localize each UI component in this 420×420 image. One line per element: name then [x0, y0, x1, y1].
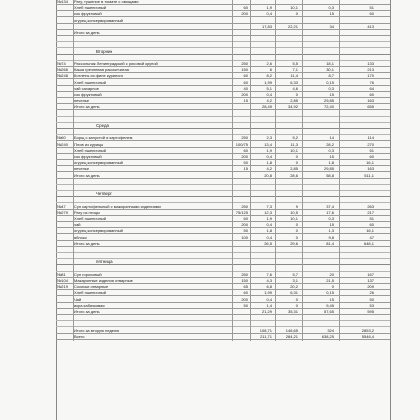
dish-name-cell: яблоко	[74, 234, 87, 240]
carbs-cell: 0	[331, 284, 334, 290]
energy-cell: 511,1	[364, 172, 374, 178]
fat-cell: 11,3	[290, 141, 298, 147]
recipe-code-cell: №266	[57, 67, 68, 73]
dish-name-cell: Суп картофельный с макаронными изделиями	[74, 203, 161, 209]
carbs-cell: 14	[329, 135, 334, 141]
column-divider	[250, 0, 251, 341]
day-title: Вторник	[96, 48, 113, 54]
portion-cell: 200	[241, 296, 248, 302]
protein-cell: 6	[269, 67, 272, 73]
carbs-cell: 9,8	[328, 234, 334, 240]
portion-cell: 50	[243, 228, 248, 234]
portion-cell: 15	[243, 98, 248, 104]
protein-cell: 0,4	[266, 11, 272, 17]
protein-cell: 0,4	[266, 222, 272, 228]
recipe-code-cell: №279	[57, 209, 68, 215]
dish-name-cell: огурец консервированный	[74, 228, 123, 234]
fat-cell: 0	[295, 228, 298, 234]
dish-name-cell: Рассольник Ленинградский с рисовой крупой	[74, 61, 158, 66]
carbs-cell: 0,3	[328, 85, 334, 91]
carbs-cell: 15	[329, 154, 334, 159]
portion-cell: 150	[241, 67, 248, 73]
fat-cell: 10,1	[290, 147, 298, 153]
energy-cell: 209	[367, 284, 374, 290]
carbs-cell: 15	[329, 92, 334, 97]
fat-cell: 29,6	[290, 240, 298, 246]
protein-cell: 5,1	[266, 85, 272, 91]
recipe-code-cell: №104	[57, 278, 68, 283]
energy-cell: 163	[367, 166, 374, 172]
carbs-cell: 30,1	[326, 67, 334, 73]
dish-name-cell: сок фруктовый	[74, 92, 102, 97]
dish-name-cell: Каша гречневая рассыпчатая	[74, 67, 129, 73]
totals-label-cell: Итого за вторую неделю	[74, 327, 120, 333]
protein-cell: 1,9	[266, 147, 272, 153]
column-divider	[339, 0, 340, 341]
fat-cell: 0	[295, 302, 298, 308]
dish-name-cell: Плов из курицы	[74, 141, 104, 147]
carbs-cell: 20	[329, 271, 334, 277]
portion-cell: 250	[241, 203, 248, 209]
dish-name-cell: Хлеб пшеничный	[74, 216, 107, 221]
protein-cell: 1,9	[266, 216, 272, 221]
protein-cell: 1,99	[264, 290, 272, 296]
fat-cell: 5,2	[292, 135, 298, 141]
recipe-code-cell: №134	[57, 0, 68, 4]
energy-cell: 53	[369, 302, 374, 308]
dish-name-cell: печенье	[74, 166, 90, 172]
energy-cell: 16,1	[366, 228, 374, 234]
energy-cell: 263	[367, 203, 374, 209]
fat-cell: 0	[295, 160, 298, 166]
carbs-cell: 34	[329, 23, 334, 29]
carbs-cell: 8,7	[328, 73, 334, 79]
dish-name-cell: огурец консервированный	[74, 17, 123, 23]
protein-cell: 211,71	[260, 333, 272, 339]
dish-name-cell: Рагу из птицы	[74, 209, 100, 215]
fat-cell: 0	[295, 296, 298, 302]
fat-cell: 9	[295, 203, 298, 209]
portion-cell: 60	[243, 147, 248, 153]
dish-name-cell: Хлеб пшеничный	[74, 5, 107, 11]
dish-name-cell: Чай	[74, 296, 82, 302]
protein-cell: 1,8	[266, 228, 272, 234]
carbs-cell: 29,85	[323, 98, 334, 104]
dish-name-cell: чай	[74, 222, 81, 228]
protein-cell: 4,2	[266, 98, 272, 104]
recipe-code-cell: №240	[57, 141, 68, 147]
day-title: пятница	[96, 259, 113, 265]
carbs-cell: 0,3	[328, 216, 334, 221]
fat-cell: 2,85	[290, 166, 298, 172]
recipe-code-cell: №47	[57, 203, 66, 209]
fat-cell: 22,21	[287, 23, 298, 29]
fat-cell: 2,85	[290, 98, 298, 104]
energy-cell: 114	[367, 135, 374, 141]
fat-cell: 34,92	[287, 104, 298, 110]
carbs-cell: 28,2	[326, 141, 334, 147]
energy-cell: 50	[369, 296, 374, 302]
carbs-cell: 324	[327, 327, 334, 333]
protein-cell: 1,99	[264, 79, 272, 85]
dish-name-cell: сок фруктовый	[74, 154, 102, 159]
fat-cell: 28,6	[290, 172, 298, 178]
protein-cell: 1,8	[266, 160, 272, 166]
protein-cell: 4,3	[266, 278, 272, 283]
protein-cell: 8,2	[266, 73, 272, 79]
portion-cell: 60	[243, 5, 248, 11]
fat-cell: 0	[295, 11, 298, 17]
energy-cell: 213	[367, 67, 374, 73]
portion-cell: 200	[241, 222, 248, 228]
carbs-cell: 58,8	[326, 172, 334, 178]
recipe-code-cell: №248	[57, 73, 68, 79]
energy-cell: 47	[369, 234, 374, 240]
protein-cell: 26,5	[264, 240, 272, 246]
portion-cell: 250	[241, 61, 248, 66]
energy-cell: 163	[367, 98, 374, 104]
carbs-cell: 0,3	[328, 5, 334, 11]
protein-cell: 1,4	[266, 302, 272, 308]
fat-cell: 10,5	[290, 209, 298, 215]
dish-name-cell: икра кабачковая	[74, 302, 105, 308]
carbs-cell: 0,3	[328, 147, 334, 153]
protein-cell: 20,8	[264, 172, 272, 178]
portion-cell: 60	[243, 290, 248, 296]
energy-cell: 60	[369, 222, 374, 228]
energy-cell: 270	[367, 141, 374, 147]
dish-name-cell: Хлеб пшеничный	[74, 79, 107, 85]
protein-cell: 108,71	[259, 327, 272, 333]
protein-cell: 0,4	[266, 296, 272, 302]
recipe-code-cell: №74	[57, 61, 66, 66]
fat-cell: 3,1	[292, 278, 298, 283]
carbs-cell: 15	[329, 222, 334, 228]
energy-cell: 2853,2	[361, 327, 374, 333]
energy-cell: 26	[369, 290, 374, 296]
dish-name-cell: Итого за день	[74, 309, 100, 314]
carbs-cell: 0,15	[326, 290, 334, 296]
dish-name-cell: Итого за день	[74, 30, 100, 35]
portion-cell: 50	[243, 302, 248, 308]
protein-cell: 0,4	[266, 92, 272, 97]
portion-cell: 250	[241, 271, 248, 277]
portion-cell: 50	[243, 160, 248, 166]
carbs-cell: 15	[329, 296, 334, 302]
fat-cell: 0	[295, 222, 298, 228]
energy-cell: 170	[367, 73, 374, 79]
fat-cell: 0	[295, 154, 298, 159]
energy-cell: 60	[369, 92, 374, 97]
carbs-cell: 72,40	[323, 104, 334, 110]
dish-name-cell: печенье	[74, 98, 90, 104]
fat-cell: 5,7	[292, 271, 298, 277]
energy-cell: 5546,4	[361, 333, 374, 339]
fat-cell: 35,31	[287, 309, 298, 314]
protein-cell: 2,3	[266, 135, 272, 141]
energy-cell: 413	[367, 23, 374, 29]
carbs-cell: 15	[329, 11, 334, 17]
dish-name-cell: Сосиски отварные	[74, 284, 109, 290]
energy-cell: 595	[367, 309, 374, 314]
carbs-cell: 9,45	[326, 302, 334, 308]
dish-name-cell: Итого за день	[74, 240, 100, 246]
energy-cell: 133	[367, 61, 374, 66]
carbs-cell: 17,6	[326, 209, 334, 215]
carbs-cell: 1,8	[328, 160, 334, 166]
portion-cell: 60	[243, 73, 248, 79]
dish-name-cell: Итого за день	[74, 104, 100, 110]
dish-name-cell: Макаронные изделия отварные	[74, 278, 133, 283]
carbs-cell: 1,3	[328, 228, 334, 234]
portion-cell: 100/75	[235, 141, 248, 147]
energy-cell: 648,1	[363, 240, 374, 246]
energy-cell: 60	[369, 154, 374, 159]
dish-name-cell: чай сахарное	[74, 85, 99, 91]
carbs-cell: 638,25	[321, 333, 334, 339]
portion-cell: 75/125	[235, 209, 248, 215]
fat-cell: 284,21	[285, 333, 298, 339]
portion-cell: 200	[241, 92, 248, 97]
protein-cell: 6,8	[266, 284, 272, 290]
day-title: Четверг	[96, 191, 113, 197]
portion-cell: 15	[243, 166, 248, 172]
dish-name-cell: Суп гороховый	[74, 271, 102, 277]
protein-cell: 7,3	[266, 203, 272, 209]
carbs-cell: 81,4	[326, 240, 334, 246]
recipe-code-cell: №60	[57, 135, 66, 141]
protein-cell: 2,6	[266, 61, 272, 66]
portion-cell: 150	[241, 278, 248, 283]
fat-cell: 5,5	[292, 61, 298, 66]
fat-cell: 10,1	[290, 5, 298, 11]
energy-cell: 64	[369, 85, 374, 91]
protein-cell: 21,29	[261, 309, 272, 314]
fat-cell: 6,33	[290, 79, 298, 85]
fat-cell: 146,65	[285, 327, 298, 333]
fat-cell: 4,6	[292, 85, 298, 91]
column-divider	[275, 0, 276, 341]
energy-cell: 16,1	[366, 160, 374, 166]
dish-name-cell: Борщ с капустой и картофелем	[74, 135, 133, 141]
dish-name-cell: сок фруктовый	[74, 11, 102, 17]
dish-name-cell: Хлеб пшеничный	[74, 147, 107, 153]
portion-cell: 60	[243, 79, 248, 85]
column-divider	[73, 0, 74, 341]
energy-cell: 217	[367, 209, 374, 215]
carbs-cell: 57,65	[323, 309, 334, 314]
fat-cell: 11,4	[290, 73, 298, 79]
carbs-cell: 21,5	[326, 278, 334, 283]
portion-cell: 100	[241, 234, 248, 240]
totals-label-cell: Всего	[74, 333, 85, 339]
carbs-cell: 29,85	[323, 166, 334, 172]
protein-cell: 7,6	[266, 271, 272, 277]
fat-cell: 6,31	[290, 290, 298, 296]
fat-cell: 0	[295, 234, 298, 240]
energy-cell: 60	[369, 11, 374, 17]
dish-name-cell: Итого за день	[74, 172, 100, 178]
recipe-code-cell: №219	[57, 284, 68, 290]
protein-cell: 28,49	[261, 104, 272, 110]
fat-cell: 10,1	[290, 216, 298, 221]
portion-cell: 40	[243, 85, 248, 91]
energy-cell: 51	[369, 147, 374, 153]
protein-cell: 17,83	[261, 23, 272, 29]
column-divider	[302, 0, 303, 341]
energy-cell: 76	[369, 79, 374, 85]
protein-cell: 0,4	[266, 234, 272, 240]
dish-name-cell: Хлеб пшеничный	[74, 290, 107, 296]
portion-cell: 200	[241, 11, 248, 17]
fat-cell: 7,1	[292, 67, 298, 73]
day-title: Среда	[96, 123, 109, 128]
protein-cell: 13,4	[264, 141, 272, 147]
fat-cell: 0	[295, 92, 298, 97]
dish-name-cell: Котлеты из филе куриного	[74, 73, 124, 79]
dish-name-cell: огурец консервированный	[74, 160, 123, 166]
fat-cell: 20,2	[290, 284, 298, 290]
portion-cell: 65	[243, 284, 248, 290]
protein-cell: 1,9	[266, 5, 272, 11]
dish-name-cell: Рагу, тушеное в томате с овощами	[74, 0, 139, 4]
energy-cell: 137	[367, 278, 374, 283]
energy-cell: 655	[367, 104, 374, 110]
table-right-border	[390, 0, 391, 420]
portion-cell: 200	[241, 154, 248, 159]
carbs-cell: 18,1	[326, 61, 334, 66]
protein-cell: 0,4	[266, 154, 272, 159]
column-divider	[232, 0, 233, 341]
carbs-cell: 37,4	[326, 203, 334, 209]
portion-cell: 60	[243, 216, 248, 221]
protein-cell: 12,3	[264, 209, 272, 215]
carbs-cell: 0,15	[326, 79, 334, 85]
portion-cell: 250	[241, 135, 248, 141]
energy-cell: 51	[369, 216, 374, 221]
recipe-code-cell: №81	[57, 271, 66, 277]
energy-cell: 167	[367, 271, 374, 277]
protein-cell: 4,2	[266, 166, 272, 172]
energy-cell: 51	[369, 5, 374, 11]
menu-table	[56, 0, 390, 420]
